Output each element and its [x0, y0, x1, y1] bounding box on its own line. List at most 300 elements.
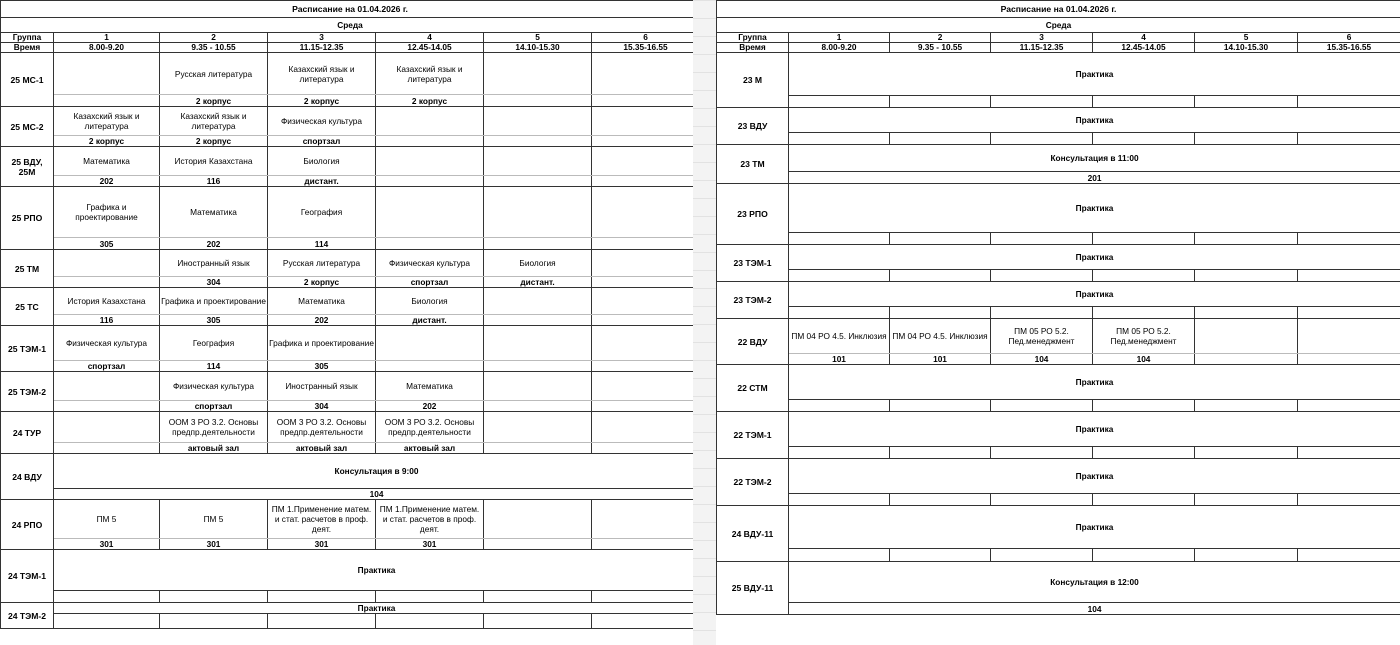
- subject-cell: ПМ 1.Применение матем. и стат. расчетов в проф. деят.: [268, 500, 376, 539]
- table-row-room: [717, 233, 1400, 245]
- group-name: 24 ТЭМ-1: [1, 550, 54, 603]
- room-cell: [890, 96, 991, 108]
- room-cell: [1093, 494, 1195, 506]
- group-name: 23 ТЭМ-1: [717, 245, 789, 282]
- table-row-room: [717, 400, 1400, 412]
- room-cell: [1093, 96, 1195, 108]
- room-cell: [1093, 447, 1195, 459]
- group-name: 25 ТЭМ-1: [1, 326, 54, 372]
- table-row: [1, 107, 700, 136]
- room-cell: [160, 591, 268, 603]
- room-cell: [54, 95, 160, 107]
- group-header: Группа: [1, 33, 54, 43]
- room-cell: [1093, 270, 1195, 282]
- room-cell: [1195, 549, 1298, 562]
- pair-time-3: 11.15-12.35: [991, 43, 1093, 53]
- pair-number-6: 6: [592, 33, 700, 43]
- table-row: [717, 412, 1400, 447]
- table-row: [1, 454, 700, 489]
- room-cell: [54, 591, 160, 603]
- table-row-room: [1, 315, 700, 326]
- room-cell: актовый зал: [268, 443, 376, 454]
- room-cell: [268, 591, 376, 603]
- subject-cell: Биология: [268, 147, 376, 176]
- merged-lesson: Консультация в 12:00: [789, 562, 1400, 603]
- group-name: 24 ВДУ-11: [717, 506, 789, 562]
- pair-time-6: 15.35-16.55: [1298, 43, 1400, 53]
- room-cell: [1093, 133, 1195, 145]
- group-name: 23 ТЭМ-2: [717, 282, 789, 319]
- pair-time-3: 11.15-12.35: [268, 43, 376, 53]
- room-cell: [592, 277, 700, 288]
- merged-lesson: Практика: [54, 603, 700, 614]
- room-cell: [484, 443, 592, 454]
- subject-cell: Казахский язык и литература: [160, 107, 268, 136]
- room-cell: [592, 315, 700, 326]
- subject-cell: [592, 250, 700, 277]
- room-cell: [1093, 307, 1195, 319]
- room-cell: [1195, 96, 1298, 108]
- room-cell: 301: [160, 539, 268, 550]
- group-name: 25 ТМ: [1, 250, 54, 288]
- table-row-room: [1, 591, 700, 603]
- room-cell: [592, 176, 700, 187]
- subject-cell: [592, 372, 700, 401]
- sheet-title: Расписание на 01.04.2026 г.: [1, 1, 700, 18]
- subject-cell: [484, 326, 592, 361]
- subject-cell: [54, 372, 160, 401]
- room-cell: [376, 238, 484, 250]
- schedule-table-right: [716, 0, 1400, 615]
- room-cell: дистант.: [376, 315, 484, 326]
- room-cell: 2 корпус: [160, 95, 268, 107]
- pair-number-3: 3: [268, 33, 376, 43]
- room-cell: [376, 591, 484, 603]
- room-cell: [484, 539, 592, 550]
- subject-cell: [484, 107, 592, 136]
- room-cell: [160, 614, 268, 629]
- room-cell: [1195, 447, 1298, 459]
- room-cell: актовый зал: [160, 443, 268, 454]
- room-cell: [789, 400, 890, 412]
- group-name: 25 ТЭМ-2: [1, 372, 54, 412]
- room-cell: спортзал: [268, 136, 376, 147]
- table-row-room: [717, 354, 1400, 365]
- subject-cell: [484, 372, 592, 401]
- subject-cell: ПМ 05 РО 5.2. Пед.менеджмент: [1093, 319, 1195, 354]
- group-name: 25 ВДУ-11: [717, 562, 789, 615]
- room-cell: [890, 494, 991, 506]
- subject-cell: Математика: [160, 187, 268, 238]
- subject-cell: [54, 412, 160, 443]
- table-row: [717, 184, 1400, 233]
- subject-cell: Казахский язык и литература: [268, 53, 376, 95]
- merged-lesson: Консультация в 9:00: [54, 454, 700, 489]
- table-row-room: [717, 172, 1400, 184]
- table-row: [1, 187, 700, 238]
- room-cell: [890, 549, 991, 562]
- room-cell: [1195, 400, 1298, 412]
- room-cell: 114: [268, 238, 376, 250]
- room-cell: [484, 614, 592, 629]
- room-cell: [484, 401, 592, 412]
- room-cell: [789, 549, 890, 562]
- subject-cell: [484, 288, 592, 315]
- room-cell: [484, 136, 592, 147]
- subject-cell: [592, 326, 700, 361]
- day-label: Среда: [1, 18, 700, 33]
- subject-cell: [376, 107, 484, 136]
- pair-time-6: 15.35-16.55: [592, 43, 700, 53]
- subject-cell: ПМ 5: [54, 500, 160, 539]
- group-name: 22 ВДУ: [717, 319, 789, 365]
- room-cell: [592, 401, 700, 412]
- room-cell: [1298, 133, 1400, 145]
- pair-number-6: 6: [1298, 33, 1400, 43]
- subject-cell: Графика и проектирование: [160, 288, 268, 315]
- subject-cell: Физическая культура: [54, 326, 160, 361]
- room-cell: [1298, 354, 1400, 365]
- room-cell: [592, 591, 700, 603]
- subject-cell: ПМ 04 РО 4.5. Инклюзия: [890, 319, 991, 354]
- room-cell: [991, 494, 1093, 506]
- room-cell: актовый зал: [376, 443, 484, 454]
- room-cell: 305: [160, 315, 268, 326]
- subject-cell: Математика: [54, 147, 160, 176]
- room-cell: [484, 315, 592, 326]
- time-header: Время: [717, 43, 789, 53]
- room-cell: 104: [991, 354, 1093, 365]
- room-cell: 202: [54, 176, 160, 187]
- room-cell: 305: [268, 361, 376, 372]
- subject-cell: [592, 147, 700, 176]
- subject-cell: Физическая культура: [268, 107, 376, 136]
- group-name: 23 ВДУ: [717, 108, 789, 145]
- merged-lesson: Практика: [789, 245, 1400, 270]
- room-cell: [1298, 494, 1400, 506]
- merged-lesson: Практика: [789, 108, 1400, 133]
- table-row-room: [1, 136, 700, 147]
- room-cell: [484, 176, 592, 187]
- pair-number-4: 4: [1093, 33, 1195, 43]
- group-name: 22 СТМ: [717, 365, 789, 412]
- schedule-sheet-right: [716, 0, 1400, 645]
- subject-cell: Русская литература: [268, 250, 376, 277]
- day-label: Среда: [717, 18, 1400, 33]
- pair-number-5: 5: [484, 33, 592, 43]
- pair-number-1: 1: [54, 33, 160, 43]
- subject-cell: Физическая культура: [160, 372, 268, 401]
- room-cell: [789, 133, 890, 145]
- room-cell: [991, 233, 1093, 245]
- room-cell: [1298, 307, 1400, 319]
- table-row: [717, 53, 1400, 96]
- subject-cell: ПМ 1.Применение матем. и стат. расчетов в проф. деят.: [376, 500, 484, 539]
- room-cell: [484, 95, 592, 107]
- spreadsheet-gap: [693, 0, 716, 645]
- room-cell: 116: [54, 315, 160, 326]
- subject-cell: [376, 187, 484, 238]
- room-cell: 101: [890, 354, 991, 365]
- room-cell: [1298, 447, 1400, 459]
- subject-cell: ПМ 04 РО 4.5. Инклюзия: [789, 319, 890, 354]
- room-cell: [592, 614, 700, 629]
- room-cell: [1195, 233, 1298, 245]
- table-row-room: [1, 401, 700, 412]
- room-cell: [789, 307, 890, 319]
- room-cell: [890, 133, 991, 145]
- group-header: Группа: [717, 33, 789, 43]
- subject-cell: Математика: [376, 372, 484, 401]
- subject-cell: Физическая культура: [376, 250, 484, 277]
- pair-time-1: 8.00-9.20: [789, 43, 890, 53]
- subject-cell: Русская литература: [160, 53, 268, 95]
- subject-cell: [484, 187, 592, 238]
- pair-number-2: 2: [160, 33, 268, 43]
- pair-number-3: 3: [991, 33, 1093, 43]
- table-row: [717, 145, 1400, 172]
- room-cell: [991, 133, 1093, 145]
- room-cell: [1093, 549, 1195, 562]
- room-cell: [789, 96, 890, 108]
- subject-cell: ПМ 5: [160, 500, 268, 539]
- room-cell: [1093, 233, 1195, 245]
- merged-lesson: Практика: [789, 506, 1400, 549]
- room-cell: 2 корпус: [160, 136, 268, 147]
- room-cell: 101: [789, 354, 890, 365]
- table-row: [1, 372, 700, 401]
- table-row-room: [717, 494, 1400, 506]
- subject-cell: История Казахстана: [54, 288, 160, 315]
- table-row-room: [1, 238, 700, 250]
- group-name: 24 ВДУ: [1, 454, 54, 500]
- room-cell: [1195, 270, 1298, 282]
- room-cell: [789, 270, 890, 282]
- subject-cell: [592, 288, 700, 315]
- room-cell: 114: [160, 361, 268, 372]
- pair-time-2: 9.35 - 10.55: [890, 43, 991, 53]
- room-cell: [54, 614, 160, 629]
- table-row: [1, 500, 700, 539]
- group-name: 25 МС-2: [1, 107, 54, 147]
- table-row-room: [717, 549, 1400, 562]
- room-cell: [991, 549, 1093, 562]
- room-cell: [1298, 270, 1400, 282]
- room-cell: [890, 307, 991, 319]
- sheet-title: Расписание на 01.04.2026 г.: [717, 1, 1400, 18]
- room-cell: спортзал: [160, 401, 268, 412]
- table-row-room: [717, 96, 1400, 108]
- room-cell: [1298, 400, 1400, 412]
- room-cell: [1195, 494, 1298, 506]
- table-row-room: [717, 133, 1400, 145]
- table-row-room: [1, 443, 700, 454]
- subject-cell: [376, 326, 484, 361]
- group-name: 24 ТЭМ-2: [1, 603, 54, 629]
- merged-lesson: Практика: [54, 550, 700, 591]
- room-cell: [54, 277, 160, 288]
- room-cell: 2 корпус: [268, 277, 376, 288]
- group-name: 25 МС-1: [1, 53, 54, 107]
- subject-cell: Биология: [376, 288, 484, 315]
- pair-number-1: 1: [789, 33, 890, 43]
- subject-cell: [1298, 319, 1400, 354]
- merged-lesson: Практика: [789, 282, 1400, 307]
- table-row: [717, 282, 1400, 307]
- room-cell: [991, 96, 1093, 108]
- room-cell: 305: [54, 238, 160, 250]
- group-name: 25 ВДУ, 25М: [1, 147, 54, 187]
- subject-cell: ООМ 3 РО 3.2. Основы предпр.деятельности: [376, 412, 484, 443]
- room-cell: [890, 233, 991, 245]
- room-cell: [376, 176, 484, 187]
- room-cell: [991, 307, 1093, 319]
- room-cell: дистант.: [484, 277, 592, 288]
- table-row-room: [1, 361, 700, 372]
- room-cell: [1195, 307, 1298, 319]
- table-row: [717, 506, 1400, 549]
- table-row: [1, 288, 700, 315]
- merged-lesson: Практика: [789, 365, 1400, 400]
- table-row-room: [1, 277, 700, 288]
- room-cell: [890, 447, 991, 459]
- room-cell: [592, 443, 700, 454]
- table-row-room: [1, 539, 700, 550]
- pair-time-5: 14.10-15.30: [1195, 43, 1298, 53]
- table-row-room: [717, 603, 1400, 615]
- room-cell: 301: [268, 539, 376, 550]
- room-cell: [1298, 233, 1400, 245]
- merged-room: 104: [789, 603, 1400, 615]
- table-row: [717, 108, 1400, 133]
- room-cell: [1195, 133, 1298, 145]
- schedule-table-left: [0, 0, 700, 629]
- room-cell: [376, 614, 484, 629]
- pair-time-2: 9.35 - 10.55: [160, 43, 268, 53]
- table-row-room: [1, 176, 700, 187]
- subject-cell: ООМ 3 РО 3.2. Основы предпр.деятельности: [268, 412, 376, 443]
- subject-cell: История Казахстана: [160, 147, 268, 176]
- group-name: 22 ТЭМ-2: [717, 459, 789, 506]
- subject-cell: Графика и проектирование: [54, 187, 160, 238]
- merged-lesson: Практика: [789, 459, 1400, 494]
- room-cell: [376, 136, 484, 147]
- group-name: 24 ТУР: [1, 412, 54, 454]
- room-cell: спортзал: [54, 361, 160, 372]
- room-cell: [789, 447, 890, 459]
- subject-cell: Иностранный язык: [268, 372, 376, 401]
- room-cell: [592, 95, 700, 107]
- pair-time-1: 8.00-9.20: [54, 43, 160, 53]
- room-cell: 301: [54, 539, 160, 550]
- subject-cell: [54, 250, 160, 277]
- subject-cell: География: [268, 187, 376, 238]
- table-row-room: [1, 489, 700, 500]
- room-cell: 2 корпус: [376, 95, 484, 107]
- room-cell: [484, 591, 592, 603]
- pair-time-4: 12.45-14.05: [1093, 43, 1195, 53]
- group-name: 22 ТЭМ-1: [717, 412, 789, 459]
- table-row-room: [717, 270, 1400, 282]
- pair-number-2: 2: [890, 33, 991, 43]
- schedule-sheet-left: [0, 0, 693, 645]
- room-cell: [54, 443, 160, 454]
- table-row: [1, 250, 700, 277]
- subject-cell: Иностранный язык: [160, 250, 268, 277]
- subject-cell: Биология: [484, 250, 592, 277]
- subject-cell: [484, 412, 592, 443]
- room-cell: 304: [268, 401, 376, 412]
- room-cell: 2 корпус: [54, 136, 160, 147]
- room-cell: [592, 136, 700, 147]
- subject-cell: [376, 147, 484, 176]
- room-cell: [268, 614, 376, 629]
- pair-number-4: 4: [376, 33, 484, 43]
- group-name: 23 ТМ: [717, 145, 789, 184]
- room-cell: [789, 233, 890, 245]
- table-row-room: [717, 447, 1400, 459]
- group-name: 25 РПО: [1, 187, 54, 250]
- room-cell: [484, 238, 592, 250]
- room-cell: [54, 401, 160, 412]
- time-header: Время: [1, 43, 54, 53]
- table-row-room: [717, 307, 1400, 319]
- room-cell: 202: [268, 315, 376, 326]
- table-row: [1, 550, 700, 591]
- merged-room: 201: [789, 172, 1400, 184]
- table-row: [717, 245, 1400, 270]
- room-cell: [991, 447, 1093, 459]
- subject-cell: [592, 187, 700, 238]
- table-row: [1, 53, 700, 95]
- table-row: [717, 319, 1400, 354]
- group-name: 24 РПО: [1, 500, 54, 550]
- table-row-room: [1, 95, 700, 107]
- subject-cell: Математика: [268, 288, 376, 315]
- subject-cell: ООМ 3 РО 3.2. Основы предпр.деятельности: [160, 412, 268, 443]
- room-cell: [991, 270, 1093, 282]
- subject-cell: [592, 412, 700, 443]
- room-cell: [484, 361, 592, 372]
- room-cell: [592, 361, 700, 372]
- pair-time-5: 14.10-15.30: [484, 43, 592, 53]
- subject-cell: География: [160, 326, 268, 361]
- room-cell: [991, 400, 1093, 412]
- room-cell: [592, 238, 700, 250]
- room-cell: 202: [160, 238, 268, 250]
- merged-lesson: Консультация в 11:00: [789, 145, 1400, 172]
- group-name: 25 ТС: [1, 288, 54, 326]
- room-cell: 301: [376, 539, 484, 550]
- room-cell: [890, 400, 991, 412]
- table-row: [717, 562, 1400, 603]
- group-name: 23 М: [717, 53, 789, 108]
- table-row: [717, 365, 1400, 400]
- table-row: [1, 326, 700, 361]
- subject-cell: [484, 500, 592, 539]
- merged-lesson: Практика: [789, 53, 1400, 96]
- table-row: [717, 459, 1400, 494]
- room-cell: спортзал: [376, 277, 484, 288]
- subject-cell: Казахский язык и литература: [376, 53, 484, 95]
- subject-cell: [592, 53, 700, 95]
- room-cell: 116: [160, 176, 268, 187]
- subject-cell: [592, 500, 700, 539]
- subject-cell: Графика и проектирование: [268, 326, 376, 361]
- room-cell: [789, 494, 890, 506]
- room-cell: [1195, 354, 1298, 365]
- table-row: [1, 412, 700, 443]
